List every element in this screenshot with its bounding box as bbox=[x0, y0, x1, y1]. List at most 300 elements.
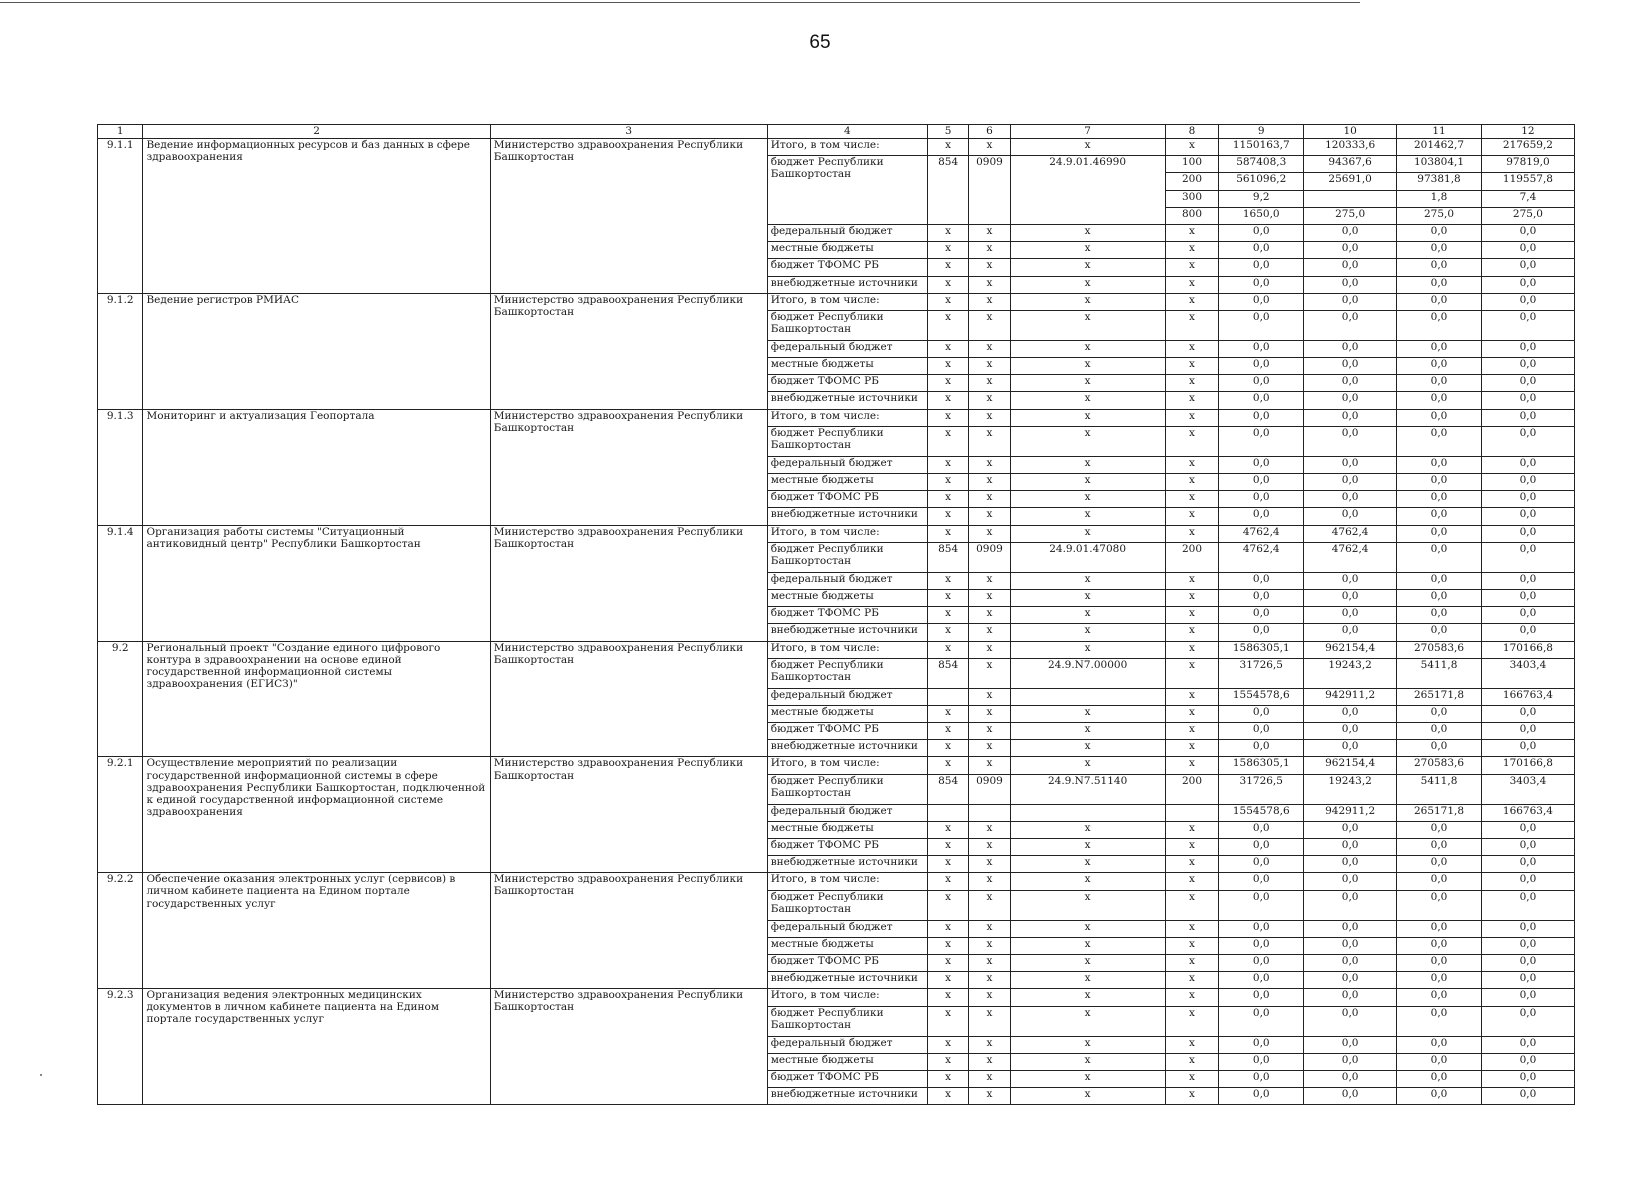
value-cell: 561096,2 bbox=[1219, 173, 1304, 190]
value-cell: 170166,8 bbox=[1481, 757, 1574, 774]
value-cell: х bbox=[927, 409, 968, 426]
item-total-row bbox=[98, 139, 1575, 156]
value-cell: х bbox=[1010, 641, 1165, 658]
value-cell bbox=[1165, 804, 1219, 821]
value-cell: 0,0 bbox=[1304, 705, 1397, 722]
value-cell: 24.9.N7.51140 bbox=[1010, 774, 1165, 804]
value-cell: 0,0 bbox=[1481, 508, 1574, 525]
value-cell: 24.9.01.47080 bbox=[1010, 542, 1165, 572]
item-total-row bbox=[98, 873, 1575, 890]
value-cell: 0,0 bbox=[1481, 1036, 1574, 1053]
value-cell: х bbox=[927, 1070, 968, 1087]
value-cell: х bbox=[927, 607, 968, 624]
row-label: внебюджетные источники bbox=[767, 972, 927, 989]
value-cell: 0,0 bbox=[1304, 572, 1397, 589]
item-executor: Министерство здравоохранения Республики Башкортостан bbox=[490, 641, 767, 757]
row-label: федеральный бюджет bbox=[767, 572, 927, 589]
value-cell: х bbox=[1165, 705, 1219, 722]
value-cell: 0,0 bbox=[1481, 474, 1574, 491]
value-cell: 0,0 bbox=[1397, 456, 1482, 473]
value-cell: х bbox=[927, 821, 968, 838]
header-cell: 3 bbox=[490, 125, 767, 139]
row-label: внебюджетные источники bbox=[767, 276, 927, 293]
value-cell: х bbox=[969, 259, 1010, 276]
value-cell: 854 bbox=[927, 542, 968, 572]
value-cell: х bbox=[1010, 409, 1165, 426]
value-cell: 0,0 bbox=[1397, 491, 1482, 508]
value-cell: 4762,4 bbox=[1219, 542, 1304, 572]
value-cell: 0,0 bbox=[1481, 491, 1574, 508]
value-cell: х bbox=[1165, 491, 1219, 508]
row-label: бюджет ТФОМС РБ bbox=[767, 375, 927, 392]
value-cell: х bbox=[969, 340, 1010, 357]
item-name: Организация ведения электронных медицинских документов в личном кабинете пациента на Едином портале государственных услуг bbox=[143, 989, 490, 1105]
value-cell: 0,0 bbox=[1219, 508, 1304, 525]
value-cell: 1586305,1 bbox=[1219, 757, 1304, 774]
value-cell: 0,0 bbox=[1304, 740, 1397, 757]
value-cell: 0,0 bbox=[1481, 542, 1574, 572]
row-label: внебюджетные источники bbox=[767, 740, 927, 757]
row-label: бюджет ТФОМС РБ bbox=[767, 259, 927, 276]
value-cell: 0,0 bbox=[1304, 856, 1397, 873]
value-cell: 24.9.N7.00000 bbox=[1010, 658, 1165, 688]
row-label: федеральный бюджет bbox=[767, 340, 927, 357]
value-cell: х bbox=[1165, 1036, 1219, 1053]
value-cell: 0,0 bbox=[1219, 1053, 1304, 1070]
value-cell: 0,0 bbox=[1304, 392, 1397, 409]
value-cell: 0,0 bbox=[1304, 508, 1397, 525]
value-cell: х bbox=[969, 409, 1010, 426]
value-cell: 800 bbox=[1165, 207, 1219, 224]
item-code: 9.2.2 bbox=[98, 873, 143, 989]
value-cell: х bbox=[927, 723, 968, 740]
value-cell: 0,0 bbox=[1304, 607, 1397, 624]
value-cell: 0,0 bbox=[1397, 723, 1482, 740]
scan-speck bbox=[40, 1074, 42, 1076]
row-label: Итого, в том числе: bbox=[767, 293, 927, 310]
value-cell: х bbox=[1010, 839, 1165, 856]
header-cell: 4 bbox=[767, 125, 927, 139]
value-cell: 0,0 bbox=[1397, 525, 1482, 542]
value-cell: х bbox=[969, 491, 1010, 508]
value-cell: 0,0 bbox=[1481, 1070, 1574, 1087]
value-cell: 0,0 bbox=[1397, 542, 1482, 572]
header-cell: 9 bbox=[1219, 125, 1304, 139]
value-cell: 0,0 bbox=[1481, 572, 1574, 589]
row-label: местные бюджеты bbox=[767, 242, 927, 259]
value-cell: 200 bbox=[1165, 774, 1219, 804]
value-cell: х bbox=[969, 1036, 1010, 1053]
value-cell: х bbox=[1010, 954, 1165, 971]
value-cell: х bbox=[1165, 821, 1219, 838]
value-cell: 0,0 bbox=[1481, 1053, 1574, 1070]
value-cell: 587408,3 bbox=[1219, 156, 1304, 173]
value-cell: 942911,2 bbox=[1304, 804, 1397, 821]
value-cell: 0,0 bbox=[1219, 920, 1304, 937]
value-cell: 0,0 bbox=[1219, 740, 1304, 757]
value-cell bbox=[1010, 688, 1165, 705]
row-label: бюджет Республики Башкортостан bbox=[767, 426, 927, 456]
value-cell: х bbox=[969, 474, 1010, 491]
value-cell: х bbox=[927, 839, 968, 856]
row-label: местные бюджеты bbox=[767, 474, 927, 491]
value-cell: х bbox=[1010, 972, 1165, 989]
value-cell: х bbox=[1165, 1053, 1219, 1070]
value-cell bbox=[1010, 804, 1165, 821]
value-cell: 0,0 bbox=[1304, 972, 1397, 989]
value-cell: х bbox=[927, 310, 968, 340]
value-cell: 0,0 bbox=[1219, 392, 1304, 409]
row-label: бюджет Республики Башкортостан bbox=[767, 1006, 927, 1036]
value-cell: х bbox=[969, 873, 1010, 890]
value-cell: 4762,4 bbox=[1304, 542, 1397, 572]
value-cell: 0,0 bbox=[1219, 259, 1304, 276]
value-cell: 0,0 bbox=[1304, 310, 1397, 340]
row-label: бюджет ТФОМС РБ bbox=[767, 723, 927, 740]
value-cell: х bbox=[1165, 757, 1219, 774]
value-cell: 0,0 bbox=[1304, 1006, 1397, 1036]
value-cell: 0,0 bbox=[1397, 474, 1482, 491]
row-label: бюджет Республики Башкортостан bbox=[767, 310, 927, 340]
value-cell: 0,0 bbox=[1219, 989, 1304, 1006]
value-cell: 0,0 bbox=[1304, 839, 1397, 856]
row-label: бюджет ТФОМС РБ bbox=[767, 839, 927, 856]
item-executor: Министерство здравоохранения Республики Башкортостан bbox=[490, 409, 767, 525]
value-cell: 942911,2 bbox=[1304, 688, 1397, 705]
row-label: бюджет ТФОМС РБ bbox=[767, 607, 927, 624]
value-cell: х bbox=[1010, 426, 1165, 456]
value-cell: 0,0 bbox=[1397, 310, 1482, 340]
value-cell: х bbox=[927, 972, 968, 989]
value-cell: х bbox=[1165, 856, 1219, 873]
value-cell: 270583,6 bbox=[1397, 641, 1482, 658]
value-cell: х bbox=[927, 920, 968, 937]
item-executor: Министерство здравоохранения Республики Башкортостан bbox=[490, 293, 767, 409]
value-cell: 0,0 bbox=[1219, 572, 1304, 589]
value-cell: х bbox=[1165, 890, 1219, 920]
value-cell: х bbox=[969, 920, 1010, 937]
value-cell: х bbox=[969, 890, 1010, 920]
item-total-row bbox=[98, 757, 1575, 774]
value-cell: х bbox=[969, 242, 1010, 259]
value-cell: 0,0 bbox=[1304, 358, 1397, 375]
value-cell: 0,0 bbox=[1397, 954, 1482, 971]
value-cell: 0,0 bbox=[1481, 310, 1574, 340]
value-cell: 0,0 bbox=[1219, 1036, 1304, 1053]
value-cell: 962154,4 bbox=[1304, 757, 1397, 774]
value-cell: 0,0 bbox=[1397, 259, 1482, 276]
row-label: Итого, в том числе: bbox=[767, 757, 927, 774]
value-cell: 0,0 bbox=[1397, 624, 1482, 641]
value-cell: 0,0 bbox=[1481, 1088, 1574, 1105]
value-cell: х bbox=[927, 426, 968, 456]
value-cell: 0,0 bbox=[1304, 1036, 1397, 1053]
value-cell: х bbox=[1165, 972, 1219, 989]
row-label: федеральный бюджет bbox=[767, 804, 927, 821]
row-label: бюджет Республики Башкортостан bbox=[767, 774, 927, 804]
value-cell: х bbox=[927, 491, 968, 508]
value-cell: х bbox=[1010, 1070, 1165, 1087]
header-cell: 6 bbox=[969, 125, 1010, 139]
value-cell: х bbox=[969, 392, 1010, 409]
value-cell: х bbox=[969, 658, 1010, 688]
item-code: 9.2 bbox=[98, 641, 143, 757]
value-cell: х bbox=[1165, 242, 1219, 259]
value-cell: х bbox=[927, 139, 968, 156]
value-cell: 9,2 bbox=[1219, 190, 1304, 207]
value-cell: х bbox=[1165, 607, 1219, 624]
item-name: Осуществление мероприятий по реализации государственной информационной системы в сфере здравоохранения Республики Башкортостан, подключенной к единой государственной информационной системе здравоохранения bbox=[143, 757, 490, 873]
value-cell: 265171,8 bbox=[1397, 804, 1482, 821]
value-cell: 0,0 bbox=[1219, 589, 1304, 606]
value-cell: 0,0 bbox=[1304, 242, 1397, 259]
value-cell: х bbox=[1165, 989, 1219, 1006]
value-cell: х bbox=[927, 937, 968, 954]
value-cell: 0,0 bbox=[1304, 890, 1397, 920]
value-cell: х bbox=[1165, 276, 1219, 293]
row-label: внебюджетные источники bbox=[767, 624, 927, 641]
row-label: внебюджетные источники bbox=[767, 1088, 927, 1105]
value-cell: х bbox=[927, 641, 968, 658]
row-label: федеральный бюджет bbox=[767, 224, 927, 241]
item-total-row bbox=[98, 525, 1575, 542]
item-executor: Министерство здравоохранения Республики Башкортостан bbox=[490, 873, 767, 989]
value-cell: 0,0 bbox=[1397, 856, 1482, 873]
value-cell: х bbox=[969, 821, 1010, 838]
value-cell: 0,0 bbox=[1219, 705, 1304, 722]
value-cell: 0,0 bbox=[1397, 340, 1482, 357]
value-cell: х bbox=[1165, 641, 1219, 658]
value-cell: 0,0 bbox=[1397, 358, 1482, 375]
value-cell: 0,0 bbox=[1219, 839, 1304, 856]
value-cell: 0,0 bbox=[1219, 723, 1304, 740]
value-cell: 0,0 bbox=[1481, 525, 1574, 542]
item-name: Мониторинг и актуализация Геопортала bbox=[143, 409, 490, 525]
value-cell: х bbox=[1165, 310, 1219, 340]
value-cell: 0,0 bbox=[1219, 242, 1304, 259]
value-cell: х bbox=[969, 937, 1010, 954]
value-cell: 1554578,6 bbox=[1219, 688, 1304, 705]
value-cell: 0,0 bbox=[1481, 426, 1574, 456]
value-cell: х bbox=[969, 839, 1010, 856]
value-cell: 0,0 bbox=[1304, 375, 1397, 392]
value-cell: 275,0 bbox=[1304, 207, 1397, 224]
row-label: местные бюджеты bbox=[767, 1053, 927, 1070]
header-cell: 5 bbox=[927, 125, 968, 139]
value-cell: 0,0 bbox=[1481, 624, 1574, 641]
value-cell: х bbox=[969, 740, 1010, 757]
value-cell: 0,0 bbox=[1397, 293, 1482, 310]
value-cell: 0,0 bbox=[1481, 839, 1574, 856]
value-cell: х bbox=[969, 293, 1010, 310]
value-cell: х bbox=[1010, 890, 1165, 920]
value-cell: х bbox=[1165, 954, 1219, 971]
value-cell: х bbox=[1165, 1006, 1219, 1036]
value-cell: 0,0 bbox=[1481, 873, 1574, 890]
header-cell: 11 bbox=[1397, 125, 1482, 139]
value-cell: 0,0 bbox=[1304, 259, 1397, 276]
value-cell: 97819,0 bbox=[1481, 156, 1574, 173]
value-cell: 0,0 bbox=[1481, 375, 1574, 392]
value-cell: х bbox=[1010, 856, 1165, 873]
value-cell: х bbox=[927, 259, 968, 276]
value-cell: 0,0 bbox=[1219, 358, 1304, 375]
item-executor: Министерство здравоохранения Республики Башкортостан bbox=[490, 139, 767, 294]
row-label: бюджет Республики Башкортостан bbox=[767, 156, 927, 225]
value-cell: 0,0 bbox=[1219, 224, 1304, 241]
value-cell: х bbox=[1010, 723, 1165, 740]
value-cell: х bbox=[1010, 740, 1165, 757]
value-cell: х bbox=[1165, 409, 1219, 426]
kbk-cell: 854 bbox=[927, 156, 968, 225]
value-cell: 0,0 bbox=[1397, 890, 1482, 920]
header-cell: 8 bbox=[1165, 125, 1219, 139]
value-cell: 103804,1 bbox=[1397, 156, 1482, 173]
value-cell: 0,0 bbox=[1397, 1053, 1482, 1070]
value-cell: х bbox=[969, 456, 1010, 473]
value-cell: 166763,4 bbox=[1481, 804, 1574, 821]
value-cell: 0909 bbox=[969, 774, 1010, 804]
value-cell: 0,0 bbox=[1481, 276, 1574, 293]
value-cell: х bbox=[1010, 293, 1165, 310]
value-cell: х bbox=[1010, 474, 1165, 491]
value-cell: 0,0 bbox=[1481, 224, 1574, 241]
value-cell: 0,0 bbox=[1481, 972, 1574, 989]
item-code: 9.1.2 bbox=[98, 293, 143, 409]
value-cell: х bbox=[1010, 1006, 1165, 1036]
value-cell: 201462,7 bbox=[1397, 139, 1482, 156]
row-label: бюджет Республики Башкортостан bbox=[767, 542, 927, 572]
value-cell: 0,0 bbox=[1481, 589, 1574, 606]
value-cell: х bbox=[969, 139, 1010, 156]
value-cell: 0,0 bbox=[1481, 954, 1574, 971]
item-total-row bbox=[98, 641, 1575, 658]
value-cell: х bbox=[927, 508, 968, 525]
value-cell: 0,0 bbox=[1219, 474, 1304, 491]
row-label: федеральный бюджет bbox=[767, 1036, 927, 1053]
value-cell: 0,0 bbox=[1304, 340, 1397, 357]
value-cell: х bbox=[1010, 873, 1165, 890]
value-cell: х bbox=[969, 989, 1010, 1006]
page-number: 65 bbox=[809, 32, 831, 53]
value-cell: 0,0 bbox=[1397, 607, 1482, 624]
row-label: бюджет ТФОМС РБ bbox=[767, 954, 927, 971]
item-total-row bbox=[98, 989, 1575, 1006]
value-cell: х bbox=[927, 340, 968, 357]
value-cell: х bbox=[1010, 259, 1165, 276]
row-label: местные бюджеты bbox=[767, 821, 927, 838]
value-cell: х bbox=[969, 358, 1010, 375]
item-code: 9.1.1 bbox=[98, 139, 143, 294]
value-cell: х bbox=[1010, 224, 1165, 241]
value-cell: х bbox=[969, 757, 1010, 774]
value-cell bbox=[1304, 190, 1397, 207]
value-cell: 166763,4 bbox=[1481, 688, 1574, 705]
value-cell: х bbox=[1165, 873, 1219, 890]
value-cell: х bbox=[927, 224, 968, 241]
row-label: местные бюджеты bbox=[767, 589, 927, 606]
row-label: внебюджетные источники bbox=[767, 508, 927, 525]
item-executor: Министерство здравоохранения Республики Башкортостан bbox=[490, 525, 767, 641]
value-cell: 0,0 bbox=[1304, 937, 1397, 954]
value-cell: х bbox=[1165, 508, 1219, 525]
value-cell: х bbox=[1165, 1070, 1219, 1087]
item-name: Ведение информационных ресурсов и баз данных в сфере здравоохранения bbox=[143, 139, 490, 294]
value-cell: х bbox=[969, 688, 1010, 705]
value-cell: 0,0 bbox=[1304, 409, 1397, 426]
value-cell: 0,0 bbox=[1304, 624, 1397, 641]
value-cell: 0,0 bbox=[1304, 589, 1397, 606]
value-cell: 0,0 bbox=[1219, 821, 1304, 838]
value-cell bbox=[969, 804, 1010, 821]
value-cell: 0,0 bbox=[1219, 1006, 1304, 1036]
value-cell: 5411,8 bbox=[1397, 774, 1482, 804]
value-cell: 1150163,7 bbox=[1219, 139, 1304, 156]
row-label: внебюджетные источники bbox=[767, 392, 927, 409]
value-cell: 0,0 bbox=[1304, 426, 1397, 456]
value-cell: 19243,2 bbox=[1304, 774, 1397, 804]
value-cell: х bbox=[1165, 723, 1219, 740]
value-cell: 0,0 bbox=[1481, 821, 1574, 838]
header-row bbox=[98, 125, 1575, 139]
value-cell: х bbox=[969, 310, 1010, 340]
value-cell: 0,0 bbox=[1219, 856, 1304, 873]
value-cell: 4762,4 bbox=[1219, 525, 1304, 542]
value-cell: 0,0 bbox=[1219, 607, 1304, 624]
value-cell: 0,0 bbox=[1481, 1006, 1574, 1036]
value-cell: 0,0 bbox=[1219, 456, 1304, 473]
value-cell: 0,0 bbox=[1219, 310, 1304, 340]
value-cell: х bbox=[927, 1036, 968, 1053]
value-cell: 0,0 bbox=[1219, 954, 1304, 971]
value-cell: 854 bbox=[927, 658, 968, 688]
value-cell: 0,0 bbox=[1481, 705, 1574, 722]
value-cell: х bbox=[1010, 937, 1165, 954]
value-cell: 0,0 bbox=[1304, 293, 1397, 310]
row-label: бюджет Республики Башкортостан bbox=[767, 658, 927, 688]
value-cell: 0,0 bbox=[1397, 740, 1482, 757]
value-cell: х bbox=[1165, 139, 1219, 156]
value-cell: х bbox=[969, 1088, 1010, 1105]
value-cell: 0,0 bbox=[1481, 259, 1574, 276]
row-label: Итого, в том числе: bbox=[767, 873, 927, 890]
value-cell: 0,0 bbox=[1481, 740, 1574, 757]
value-cell: 3403,4 bbox=[1481, 658, 1574, 688]
value-cell: 3403,4 bbox=[1481, 774, 1574, 804]
value-cell: х bbox=[927, 989, 968, 1006]
value-cell: х bbox=[1010, 456, 1165, 473]
value-cell: 0,0 bbox=[1481, 242, 1574, 259]
value-cell: х bbox=[1010, 525, 1165, 542]
value-cell: 0,0 bbox=[1304, 954, 1397, 971]
value-cell: 0,0 bbox=[1397, 920, 1482, 937]
value-cell: 270583,6 bbox=[1397, 757, 1482, 774]
value-cell: 0,0 bbox=[1481, 340, 1574, 357]
row-label: федеральный бюджет bbox=[767, 456, 927, 473]
value-cell: х bbox=[969, 1070, 1010, 1087]
value-cell: х bbox=[969, 508, 1010, 525]
value-cell: х bbox=[1165, 392, 1219, 409]
value-cell: х bbox=[969, 375, 1010, 392]
value-cell: х bbox=[1010, 1053, 1165, 1070]
top-rule bbox=[0, 2, 1360, 3]
value-cell: 0,0 bbox=[1304, 276, 1397, 293]
value-cell: х bbox=[927, 856, 968, 873]
value-cell: 0,0 bbox=[1481, 856, 1574, 873]
item-total-row bbox=[98, 409, 1575, 426]
value-cell: х bbox=[1010, 491, 1165, 508]
value-cell: х bbox=[969, 624, 1010, 641]
